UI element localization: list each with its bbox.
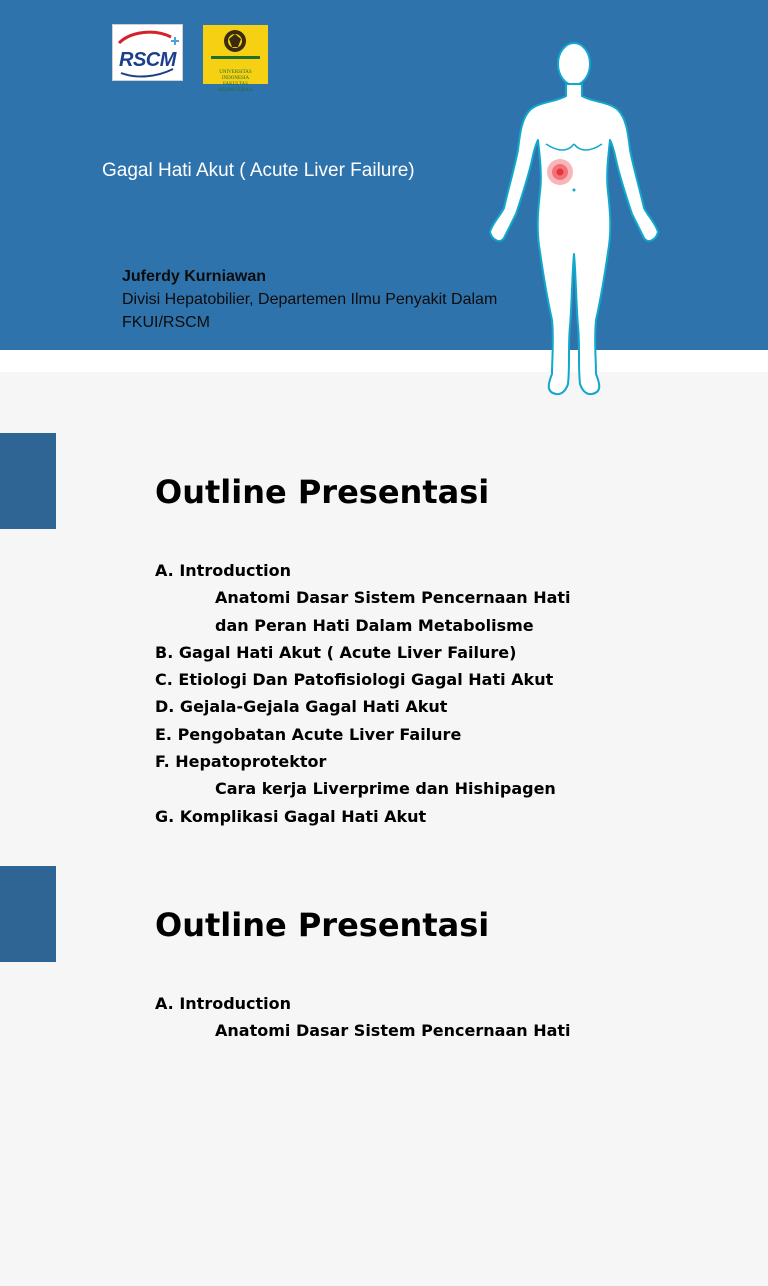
author-institution: FKUI/RSCM xyxy=(122,314,210,331)
rscm-logo xyxy=(112,24,183,81)
author-block xyxy=(122,265,497,334)
makara-emblem-icon xyxy=(203,25,268,70)
outline-list xyxy=(155,557,571,830)
outline-subitem: Anatomi Dasar Sistem Pencernaan Hati xyxy=(215,588,571,608)
outline-title: Outline Presentasi xyxy=(155,473,490,511)
outline-subitem: dan Peran Hati Dalam Metabolisme xyxy=(215,615,534,635)
outline-item: C. Etiologi Dan Patofisiologi Gagal Hati Akut xyxy=(155,670,554,690)
fk-ui-logo xyxy=(203,25,268,93)
slide-accent-block xyxy=(0,866,56,962)
outline-item: A. Introduction xyxy=(155,994,292,1013)
outline-slide-2 xyxy=(0,866,768,1286)
outline-title: Outline Presentasi xyxy=(155,906,490,944)
outline-item: E. Pengobatan Acute Liver Failure xyxy=(155,724,462,744)
outline-item: D. Gejala-Gejala Gagal Hati Akut xyxy=(155,697,448,717)
outline-item: G. Komplikasi Gagal Hati Akut xyxy=(155,806,427,826)
rscm-logo-text: RSCM xyxy=(119,49,176,71)
slide-accent-block xyxy=(0,433,56,529)
human-body-liver-highlight-icon xyxy=(486,40,666,406)
slide-title: Gagal Hati Akut ( Acute Liver Failure) xyxy=(102,160,415,181)
outline-item: B. Gagal Hati Akut ( Acute Liver Failure) xyxy=(155,642,517,662)
outline-subitem: Cara kerja Liverprime dan Hishipagen xyxy=(215,779,556,799)
author-affiliation: Divisi Hepatobilier, Departemen Ilmu Penyakit Dalam xyxy=(122,291,498,308)
outline-list xyxy=(155,990,571,1045)
outline-item: F. Hepatoprotektor xyxy=(155,752,327,772)
outline-subitem: Anatomi Dasar Sistem Pencernaan Hati xyxy=(215,1021,571,1041)
outline-item: A. Introduction xyxy=(155,561,292,580)
author-name: Juferdy Kurniawan xyxy=(122,268,267,285)
fk-ui-caption: UNIVERSITAS INDONESIA FAKULTAS KEDOKTERAN xyxy=(218,70,253,93)
outline-slide-1 xyxy=(0,433,768,853)
